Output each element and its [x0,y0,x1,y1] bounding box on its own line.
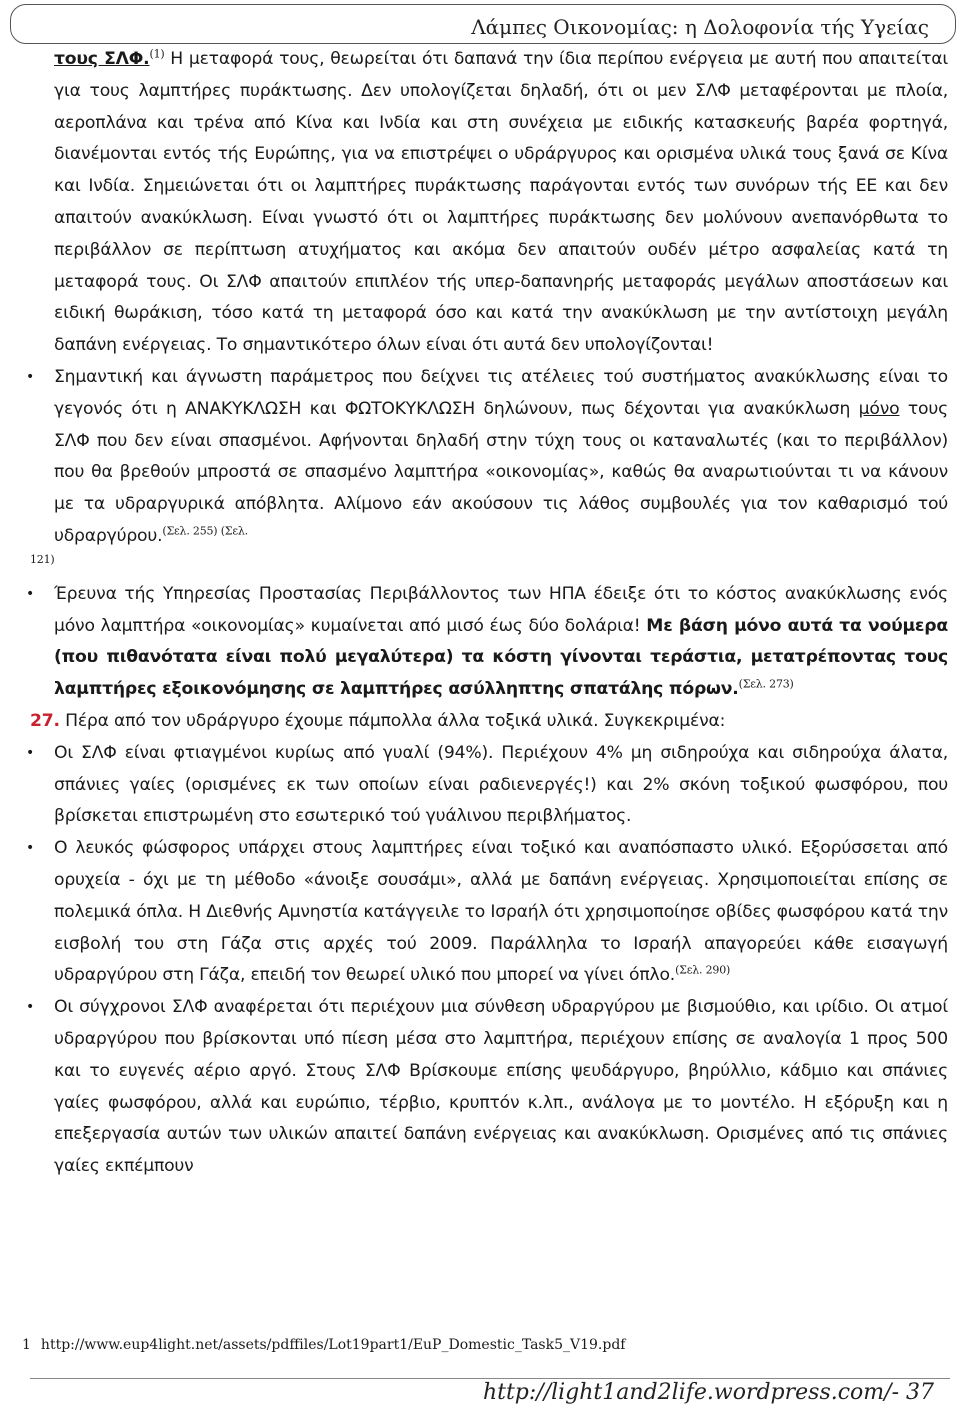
footer-divider [30,1378,950,1379]
bold-text: Με βάση μόνο αυτά τα νούμερα (που πιθανότατα είναι πολύ μεγαλύτερα) τα κόστη γίνονται τεράστια, μετατρέποντας τους λαμπτήρες εξοικονόμησης σε λαμπτήρες ασύλληπτης σπατάλης πόρων. [54,615,949,700]
bullet-text: Σημαντική και άγνωστη παράμετρος που δείχνει τις ατέλειες τού συστήματος ανακύκλωσης είναι το γεγονός ότι η ΑΝΑΚΥΚΛΩΣΗ και ΦΩΤΟΚΥΚΛΩΣΗ δηλώνουν, πως δέχονται για ανακύκλωση [54,366,948,419]
numbered-item-27 [30,706,948,738]
page-footer[interactable]: http://light1and2life.wordpress.com/- 37 [482,1380,934,1405]
footnote-number: 1 [22,1337,31,1353]
item-number: 27. [30,710,60,731]
footnote-url[interactable]: http://www.eup4light.net/assets/pdffiles/Lot19part1/EuP_Domestic_Task5_V19.pdf [40,1337,626,1353]
bullet-text: Έρευνα τής Υπηρεσίας Προστασίας Περιβάλλοντος των ΗΠΑ έδειξε ότι το κόστος ανακύκλωσης ενός μόνο λαμπτήρα «οικονομίας» κυμαίνεται από μισό έως δύο δολάρια! [54,583,948,636]
bullet-text: Οι ΣΛΦ είναι φτιαγμένοι κυρίως από γυαλί (94%). Περιέχουν 4% μη σιδηρούχα και σιδηρούχα άλατα, σπάνιες γαίες (ορισμένες εκ των οποίων είναι ραδιενεργές!) και 2% σκόνη τοξικού φωσφόρου, που βρίσκεται επιστρωμένη στο εσωτερικό τού γυάλινου περιβλήματος. [54,742,948,827]
page-ref-tail: 121) [30,552,55,566]
bullet-white-phosphorus [30,833,948,992]
paragraph-lead: τους ΣΛΦ. [54,49,150,69]
page-ref: (Σελ. 273) [738,677,794,691]
page-content [30,44,948,1183]
bullet-modern-cfl [30,992,948,1183]
bullet-glass-composition [30,738,948,833]
footnote-ref: (1) [149,47,165,61]
page-ref: (Σελ. 290) [675,963,731,977]
page-ref: (Σελ. 255) (Σελ. [162,524,248,538]
paragraph-transport [30,44,948,362]
header-bar [10,4,956,44]
item-text: Πέρα από τον υδράργυρο έχουμε πάμπολλα άλλα τοξικά υλικά. Συγκεκριμένα: [59,710,726,731]
running-header-title: Λάμπες Οικονομίας: η Δολοφονία τής Υγείας [471,15,929,39]
bullet-text: Ο λευκός φώσφορος υπάρχει στους λαμπτήρες είναι τοξικό και αναπόσπαστο υλικό. Εξορύσσεται από ορυχεία - όχι με τη μέθοδο «άνοιξε σουσάμι», αλλά με δαπάνη ενέργειας. Χρησιμοποιείται επίσης σε πολεμικά όπλα. Η Διεθνής Αμνηστία κατάγγειλε το Ισραήλ ότι χρησιμοποίησε οβίδες φωσφόρου κατά την εισβολή του στη Γάζα στις αρχές τού 2009. Παράλληλα το Ισραήλ απαγορεύει κάθε εισαγωγή υδραργύρου στη Γάζα, επειδή τον θεωρεί υλικό που μπορεί να γίνει όπλο. [54,838,948,986]
footnote [22,1337,625,1353]
underlined-word: μόνο [858,398,900,419]
paragraph-text: Η μεταφορά τους, θεωρείται ότι δαπανά την ίδια περίπου ενέργεια με αυτή που απαιτείται για τους λαμπτήρες πυράκτωσης. Δεν υπολογίζεται δηλαδή, ότι οι μεν ΣΛΦ μεταφέρονται με πλοία, αεροπλάνα και τρένα από Κίνα και Ινδία και στη συνέχεια με ειδικής κατασκευής βαρέα φορτηγά, διανέμονται εντός τής Ευρώπης, για να επιστρέψει ο υδράργυρος και ορισμένα υλικά τους ξανά σε Κίνα και Ινδία. Σημειώνεται ότι οι λαμπτήρες πυράκτωσης παράγονται εντός των συνόρων τής ΕΕ και δεν απαιτούν ανακύκλωση. Είναι γνωστό ότι οι λαμπτήρες πυράκτωσης δεν μολύνουν ανεπανόρθωτα το περιβάλλον σε περίπτωση ατυχήματος και ακόμα δεν απαιτούν ουδέν μέτρο ασφαλείας κατά τη μεταφορά τους. Οι ΣΛΦ απαιτούν επιπλέον τής υπερ-δαπανηρής μεταφοράς μεγάλων αποστάσεων και ειδική θωράκιση, τόσο κατά τη μεταφορά όσο και κατά την ανακύκλωση με την αντίστοιχη μεγάλη δαπάνη ενέργειας. Το σημαντικότερο όλων είναι ότι αυτά δεν υπολογίζονται! [54,49,948,356]
bullet-recycling [30,362,948,553]
bullet-epa-cost [30,579,948,706]
bullet-text: τους ΣΛΦ που δεν είναι σπασμένοι. Αφήνονται δηλαδή στην τύχη τους οι καταναλωτές (και το περιβάλλον) που θα βρεθούν μπροστά σε σπασμένο λαμπτήρα «οικονομίας», καθώς θα αναρωτιούνται τι να κάνουν με τα υδραργυρικά απόβλητα. Αλίμονο εάν ακούσουν τις λάθος συμβουλές για τον καθαρισμό τού υδραργύρου. [54,398,949,546]
bullet-text: Οι σύγχρονοι ΣΛΦ αναφέρεται ότι περιέχουν μια σύνθεση υδραργύρου με βισμούθιο, και ιρίδιο. Οι ατμοί υδραργύρου που βρίσκονται υπό πίεση μέσα στο λαμπτήρα, περιέχουν επίσης σε αναλογία 1 προς 500 και το ευγενές αέριο αργό. Στους ΣΛΦ Βρίσκουμε επίσης ψευδάργυρο, βηρύλλιο, κάδμιο και σπάνιες γαίες φωσφόρου, αλλά και ευρώπιο, τέρβιο, κρυπτόν κ.λπ., ανάλογα με το μοντέλο. Η εξόρυξη και η επεξεργασία αυτών των υλικών απαιτεί δαπάνη ενέργειας και ανακύκλωση. Ορισμένες από τις σπάνιες γαίες εκπέμπουν [54,997,948,1177]
